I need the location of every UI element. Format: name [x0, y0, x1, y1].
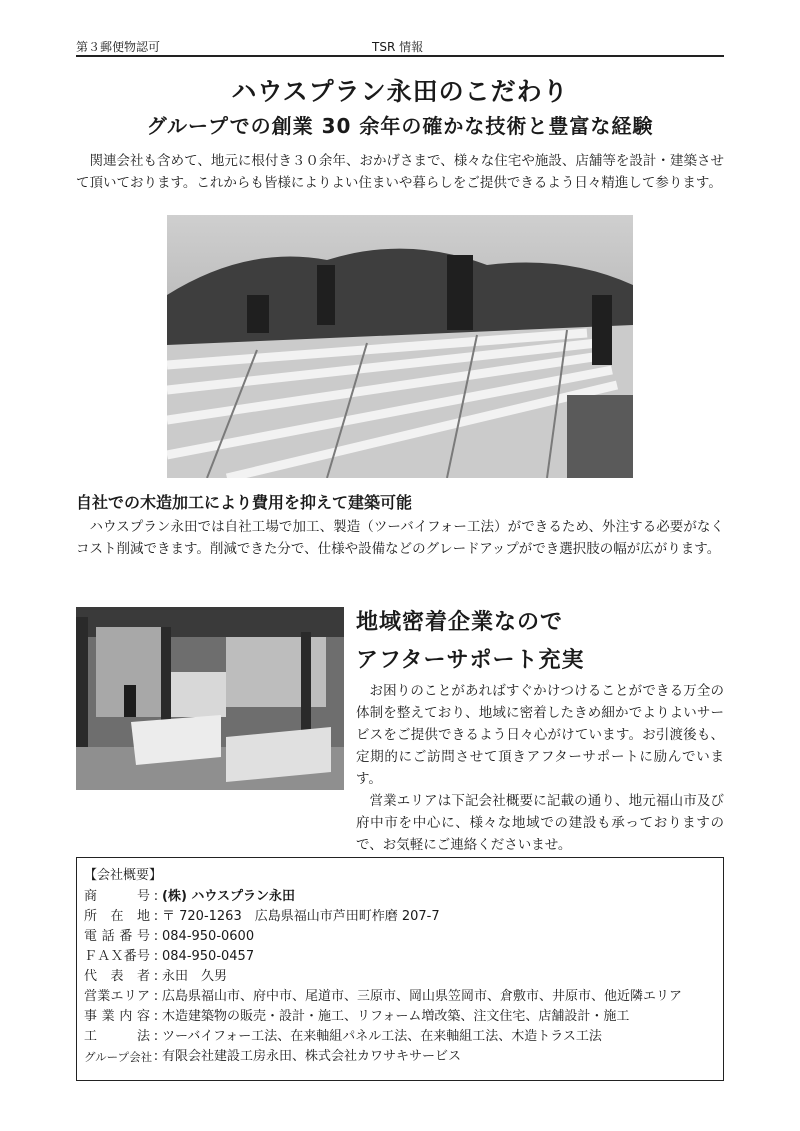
company-row-phone [84, 927, 682, 947]
section-support-paragraph-2: 営業エリアは下記会社概要に記載の通り、地元福山市及び府中市を中心に、様々な地域での建設も承っておりますので、お気軽にご連絡くださいませ。 [356, 793, 724, 853]
postal-permit-label: 第３郵便物認可 [76, 40, 161, 54]
company-row-address [84, 907, 682, 927]
company-row-representative [84, 967, 682, 987]
company-value: (株) ハウスプラン永田 [162, 889, 296, 904]
key-separator: : [153, 1049, 159, 1064]
company-row-business [84, 1007, 682, 1027]
section-cost-body: ハウスプラン永田では自社工場で加工、製造（ツーバイフォー工法）ができるため、外注する必要がなくコスト削減できます。削減できた分で、仕様や設備などのグレードアップができ選択肢の幅が広がります。 [76, 519, 724, 557]
section-support-heading-line2: アフターサポート充実 [356, 648, 585, 673]
key-separator: : [153, 989, 159, 1004]
key-separator: : [153, 1029, 159, 1044]
company-value: 永田 久男 [162, 969, 228, 984]
intro-paragraph: 関連会社も含めて、地元に根付き３０余年、おかげさまで、様々な住宅や施設、店舗等を設計・建築させて頂いております。これからも皆様によりよい住まいや暮らしをご提供できるよう日々精進して参ります。 [76, 153, 724, 191]
key-separator: : [153, 1009, 159, 1024]
company-key: 営業エリア [84, 989, 150, 1004]
section-support-heading [356, 604, 584, 680]
roof-framing-photo [167, 215, 633, 478]
company-row-name [84, 887, 682, 907]
factory-photo [76, 607, 344, 790]
section-cost-heading: 自社での木造加工により費用を抑えて建築可能 [76, 493, 413, 512]
company-key: 商号 [84, 889, 150, 904]
company-value: 木造建築物の販売・設計・施工、リフォーム増改築、注文住宅、店舗設計・施工 [162, 1009, 630, 1024]
key-separator: : [153, 969, 159, 984]
company-row-sales-area [84, 987, 682, 1007]
key-separator: : [153, 949, 159, 964]
section-support-body [356, 680, 724, 856]
company-row-fax [84, 947, 682, 967]
section-support-paragraph-1: お困りのことがあればすぐかけつけることができる万全の体制を整えており、地域に密着したきめ細かでよりよいサービスをご提供できるよう日々心がけています。お引渡後も、定期的にご訪問させて頂きアフターサポートに励んでいます。 [356, 683, 724, 787]
company-key: グループ会社 [84, 1050, 153, 1064]
company-key: 工法 [84, 1029, 150, 1044]
key-separator: : [153, 929, 159, 944]
company-key: 代表者 [84, 969, 150, 984]
section-support-heading-line1: 地域密着企業なので [356, 610, 564, 635]
company-info-list [84, 887, 682, 1067]
company-info-title: 【会社概要】 [84, 868, 163, 883]
company-value: ツーバイフォー工法、在来軸組パネル工法、在来軸組工法、木造トラス工法 [162, 1029, 602, 1044]
company-value: 広島県福山市、府中市、尾道市、三原市、岡山県笠岡市、倉敷市、井原市、他近隣エリア [162, 989, 683, 1004]
company-key: ＦＡＸ番号 [84, 949, 150, 964]
company-value: 〒 720-1263 広島県福山市芦田町柞磨 207-7 [162, 909, 440, 924]
newsletter-name: TSR 情報 [372, 40, 424, 54]
header-divider [76, 55, 724, 57]
key-separator: : [153, 909, 159, 924]
page-subtitle: グループでの創業 30 余年の確かな技術と豊富な経験 [146, 114, 654, 138]
company-value: 084-950-0600 [162, 929, 255, 944]
company-key: 事業内容 [84, 1009, 150, 1024]
company-value: 084-950-0457 [162, 949, 255, 964]
company-value: 有限会社建設工房永田、株式会社カワサキサービス [162, 1049, 462, 1064]
company-key: 所在地 [84, 909, 150, 924]
key-separator: : [153, 889, 159, 904]
company-key: 電話番号 [84, 929, 150, 944]
company-row-group [84, 1047, 682, 1067]
company-row-methods [84, 1027, 682, 1047]
page-title: ハウスプラン永田のこだわり [231, 77, 569, 106]
